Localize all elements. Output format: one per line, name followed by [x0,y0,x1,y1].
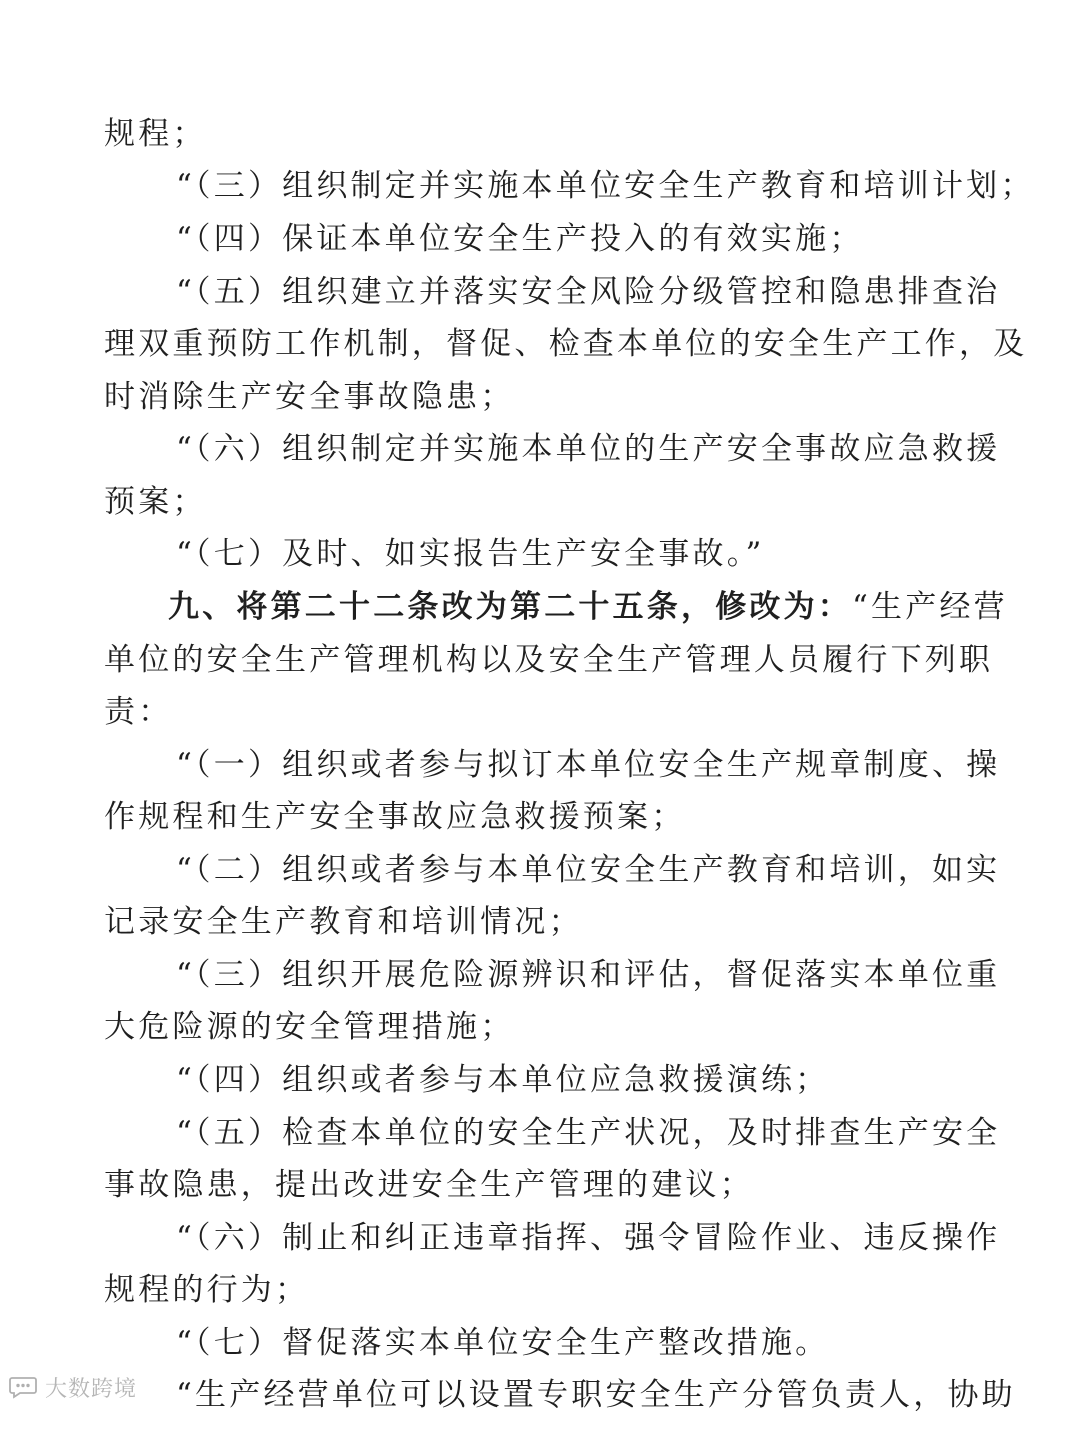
text-line: “（三）组织制定并实施本单位安全生产教育和培训计划； [176,168,1035,204]
text-line: 大危险源的安全管理措施； [104,1009,515,1045]
text-line: 记录安全生产教育和培训情况； [104,904,583,940]
speech-bubble-logo-icon [8,1375,38,1399]
text-line: 规程的行为； [104,1272,310,1308]
text-line: “（三）组织开展危险源辨识和评估，督促落实本单位重 [176,957,1001,993]
text-line: 预案； [104,484,207,520]
text-line: 理双重预防工作机制，督促、检查本单位的安全生产工作，及 [104,326,1028,362]
text-line: 责： [104,694,173,730]
text-line: “（七）督促落实本单位安全生产整改措施。 [176,1325,830,1361]
text-line: “生产经营单位可以设置专职安全生产分管负责人，协助 [176,1377,1016,1413]
text-line: “（四）组织或者参与本单位应急救援演练； [176,1062,830,1098]
item-nine-bold-text: 九、将第二十二条改为第二十五条，修改为： [168,589,852,625]
text-line: 时消除生产安全事故隐患； [104,379,515,415]
text-line: “（七）及时、如实报告生产安全事故。” [176,536,765,572]
text-line: “（五）检查本单位的安全生产状况，及时排查生产安全 [176,1115,1001,1151]
watermark [8,1370,137,1404]
text-line: “（四）保证本单位安全生产投入的有效实施； [176,221,864,257]
item-nine-heading [168,581,1008,633]
text-line: “（六）制止和纠正违章指挥、强令冒险作业、违反操作 [176,1220,1001,1256]
text-line: 规程； [104,116,207,152]
watermark-text: 大数跨境 [45,1376,138,1402]
text-line: “（二）组织或者参与本单位安全生产教育和培训，如实 [176,852,1001,888]
text-line: “（六）组织制定并实施本单位的生产安全事故应急救援 [176,431,1001,467]
text-line: 单位的安全生产管理机构以及安全生产管理人员履行下列职 [104,642,994,678]
text-line: “（五）组织建立并落实安全风险分级管控和隐患排查治 [176,274,1001,310]
text-line: 作规程和生产安全事故应急救援预案； [104,799,686,835]
text-line: 事故隐患，提出改进安全生产管理的建议； [104,1167,754,1203]
item-nine-quote-text: “生产经营 [852,589,1008,625]
text-line: “（一）组织或者参与拟订本单位安全生产规章制度、操 [176,747,1001,783]
